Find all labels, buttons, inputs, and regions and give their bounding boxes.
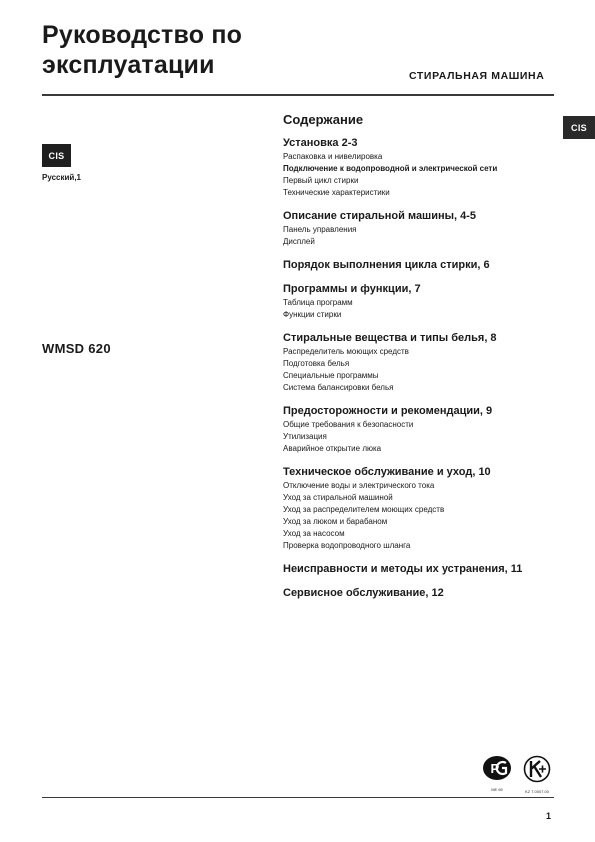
toc-section-title[interactable]: Сервисное обслуживание, 12	[283, 587, 444, 599]
language-link[interactable]: Русский,1	[42, 173, 81, 182]
table-of-contents	[283, 112, 573, 610]
toc-section-item[interactable]: Первый цикл стирки	[283, 176, 359, 185]
toc-section-item[interactable]: Отключение воды и электрического тока	[283, 481, 435, 490]
header-divider	[42, 94, 554, 96]
document-subtitle: СТИРАЛЬНАЯ МАШИНА	[409, 70, 545, 82]
toc-section-item[interactable]: Проверка водопроводного шланга	[283, 541, 411, 550]
toc-section	[283, 209, 573, 248]
k-certification-label: KZ 7.0007.00	[524, 789, 550, 794]
toc-section-item[interactable]: Таблица программ	[283, 298, 353, 307]
toc-section-item[interactable]: Система балансировки белья	[283, 383, 394, 392]
toc-sections	[283, 136, 573, 600]
toc-section-item[interactable]: Распределитель моющих средств	[283, 347, 409, 356]
toc-heading: Содержание	[283, 112, 364, 127]
toc-section-item[interactable]: Аварийное открытие люка	[283, 444, 382, 453]
page-number: 1	[546, 811, 552, 821]
toc-section	[283, 465, 573, 552]
toc-section-item[interactable]: Панель управления	[283, 225, 357, 234]
toc-section-item[interactable]: Распаковка и нивелировка	[283, 152, 383, 161]
toc-section-item[interactable]: Уход за стиральной машиной	[283, 493, 393, 502]
language-badge: CIS	[42, 144, 71, 167]
k-certification-mark	[520, 755, 554, 794]
toc-section	[283, 136, 573, 199]
toc-section-item[interactable]: Общие требования к безопасности	[283, 420, 414, 429]
toc-section-item[interactable]: Уход за распределителем моющих средств	[283, 505, 445, 514]
language-side-tab[interactable]: CIS	[563, 116, 595, 139]
toc-section	[283, 586, 573, 600]
toc-section-item[interactable]: Подготовка белья	[283, 359, 350, 368]
toc-section-item[interactable]: Уход за люком и барабаном	[283, 517, 388, 526]
toc-section-title[interactable]: Техническое обслуживание и уход, 10	[283, 466, 491, 478]
toc-section	[283, 404, 573, 455]
toc-section	[283, 331, 573, 394]
toc-section-title[interactable]: Установка 2-3	[283, 137, 358, 149]
pct-certification-label: МЕ 65	[491, 787, 503, 792]
k-certification-icon	[520, 755, 554, 783]
pct-certification-icon	[482, 755, 512, 781]
toc-section-item[interactable]: Технические характеристики	[283, 188, 390, 197]
toc-section-item[interactable]: Специальные программы	[283, 371, 379, 380]
toc-section-item[interactable]: Уход за насосом	[283, 529, 345, 538]
toc-section-item[interactable]: Подключение к водопроводной и электрической сети	[283, 164, 498, 173]
document-title: Руководство по эксплуатации	[42, 21, 243, 79]
toc-section-item[interactable]: Дисплей	[283, 237, 315, 246]
toc-section-title[interactable]: Описание стиральной машины, 4-5	[283, 210, 477, 222]
toc-section-item[interactable]: Утилизация	[283, 432, 327, 441]
pct-certification-mark	[482, 755, 512, 792]
toc-section-title[interactable]: Стиральные вещества и типы белья, 8	[283, 332, 497, 344]
toc-section	[283, 258, 573, 272]
toc-section-title[interactable]: Порядок выполнения цикла стирки, 6	[283, 259, 490, 271]
toc-section	[283, 562, 573, 576]
model-name: WMSD 620	[42, 341, 111, 356]
svg-text:Р: Р	[490, 761, 500, 776]
toc-section	[283, 282, 573, 321]
footer-divider	[42, 797, 554, 798]
toc-section-title[interactable]: Предосторожности и рекомендации, 9	[283, 405, 493, 417]
toc-section-item[interactable]: Функции стирки	[283, 310, 342, 319]
toc-section-title[interactable]: Программы и функции, 7	[283, 283, 421, 295]
toc-section-title[interactable]: Неисправности и методы их устранения, 11	[283, 563, 523, 575]
certification-marks	[482, 755, 557, 795]
